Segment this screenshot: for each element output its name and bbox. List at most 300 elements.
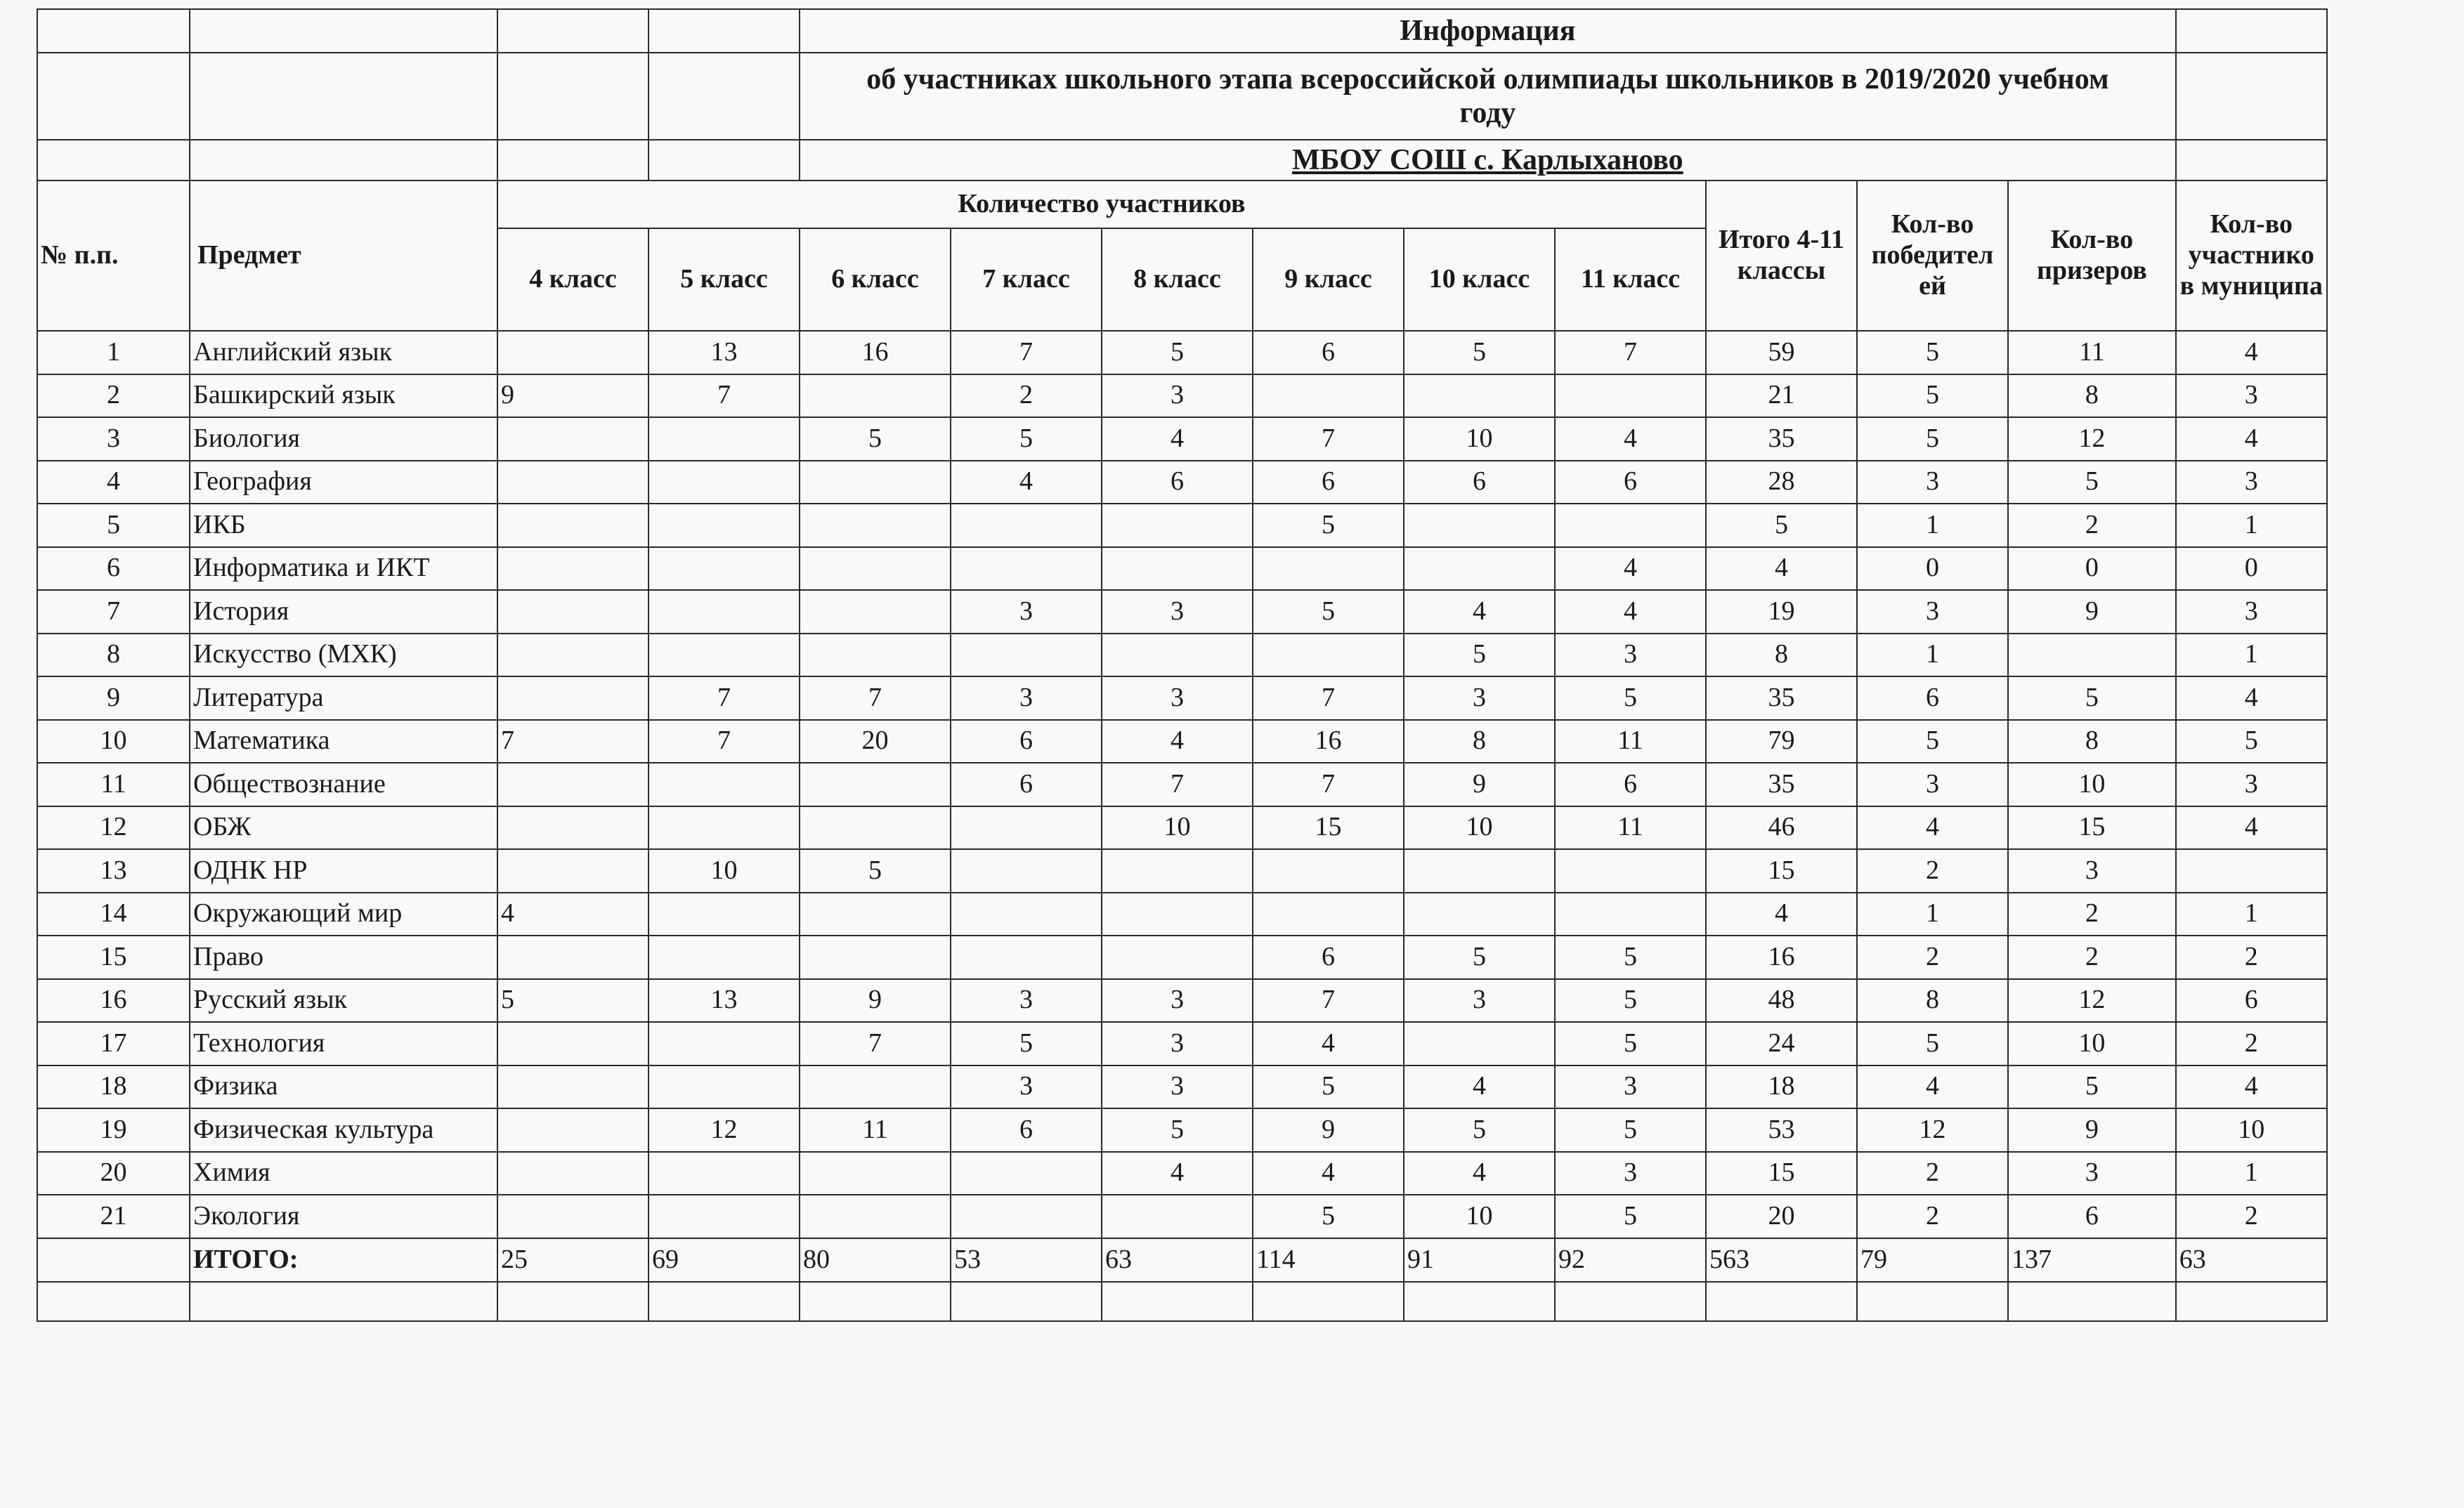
table-row	[37, 331, 2327, 374]
subject-name: География	[190, 461, 497, 504]
cell-g5: 10	[648, 849, 800, 893]
row-number: 12	[37, 806, 190, 850]
cell-g9: 6	[1253, 936, 1404, 979]
cell-g11: 3	[1555, 634, 1706, 677]
cell-mun: 0	[2176, 547, 2327, 591]
cell-g7: 3	[951, 590, 1102, 634]
cell-g6	[800, 504, 951, 547]
cell-prize: 2	[2008, 893, 2176, 936]
cell-g6	[800, 763, 951, 806]
cell-g5	[648, 461, 800, 504]
cell-prize: 10	[2008, 763, 2176, 806]
column-header-participants: Количество участников	[497, 181, 1706, 228]
cell-g9	[1253, 547, 1404, 591]
cell-win: 2	[1857, 1195, 2008, 1238]
cell-g9: 5	[1253, 504, 1404, 547]
totals-cell: 137	[2008, 1238, 2176, 1282]
column-header-grade-4: 4 класс	[497, 228, 648, 331]
row-number: 20	[37, 1152, 190, 1195]
cell-total: 8	[1706, 634, 1857, 677]
cell-g7	[951, 547, 1102, 591]
cell-win: 2	[1857, 849, 2008, 893]
cell-g6: 5	[800, 849, 951, 893]
cell-prize: 9	[2008, 590, 2176, 634]
table-row	[37, 893, 2327, 936]
cell-total: 4	[1706, 893, 1857, 936]
cell-win: 1	[1857, 893, 2008, 936]
cell-g5: 7	[648, 676, 800, 720]
cell-g9: 5	[1253, 1066, 1404, 1109]
cell-g6	[800, 1152, 951, 1195]
totals-cell: 53	[951, 1238, 1102, 1282]
column-header-grade-11: 11 класс	[1555, 228, 1706, 331]
cell-g4	[497, 1195, 648, 1238]
cell-mun: 1	[2176, 634, 2327, 677]
cell-g10: 10	[1404, 417, 1555, 461]
cell-g5: 7	[648, 720, 800, 763]
cell-g9	[1253, 893, 1404, 936]
table-row	[37, 634, 2327, 677]
row-number: 8	[37, 634, 190, 677]
cell-g10: 3	[1404, 979, 1555, 1023]
subject-name: Русский язык	[190, 979, 497, 1023]
cell-g4	[497, 331, 648, 374]
cell-g11	[1555, 374, 1706, 418]
cell-g9: 16	[1253, 720, 1404, 763]
cell-total: 79	[1706, 720, 1857, 763]
cell-g9: 9	[1253, 1108, 1404, 1152]
cell-g10: 4	[1404, 1152, 1555, 1195]
cell-g4	[497, 1152, 648, 1195]
totals-cell: 69	[648, 1238, 800, 1282]
cell-g7	[951, 504, 1102, 547]
cell-g7: 3	[951, 676, 1102, 720]
row-number: 2	[37, 374, 190, 418]
cell-g10: 5	[1404, 634, 1555, 677]
cell-mun: 2	[2176, 1195, 2327, 1238]
row-number: 4	[37, 461, 190, 504]
cell-g7	[951, 936, 1102, 979]
row-number: 10	[37, 720, 190, 763]
cell-mun: 3	[2176, 590, 2327, 634]
cell-g10: 4	[1404, 1066, 1555, 1109]
cell-g6: 16	[800, 331, 951, 374]
table-row	[37, 763, 2327, 806]
cell-g10: 5	[1404, 331, 1555, 374]
totals-cell: 563	[1706, 1238, 1857, 1282]
cell-prize: 3	[2008, 1152, 2176, 1195]
cell-g8: 10	[1102, 806, 1253, 850]
cell-g8: 3	[1102, 590, 1253, 634]
subject-name: Право	[190, 936, 497, 979]
cell-mun: 3	[2176, 374, 2327, 418]
row-number: 18	[37, 1066, 190, 1109]
cell-g7: 6	[951, 1108, 1102, 1152]
cell-mun: 5	[2176, 720, 2327, 763]
subject-name: Физика	[190, 1066, 497, 1109]
cell-g8: 3	[1102, 1022, 1253, 1066]
table-row	[37, 547, 2327, 591]
cell-total: 24	[1706, 1022, 1857, 1066]
cell-g6: 9	[800, 979, 951, 1023]
cell-g8: 5	[1102, 1108, 1253, 1152]
cell-g9: 7	[1253, 417, 1404, 461]
cell-mun: 3	[2176, 763, 2327, 806]
totals-row	[37, 1238, 2327, 1282]
cell-g10: 10	[1404, 1195, 1555, 1238]
cell-win: 5	[1857, 1022, 2008, 1066]
cell-mun: 4	[2176, 676, 2327, 720]
subject-name: Технология	[190, 1022, 497, 1066]
cell-g10: 9	[1404, 763, 1555, 806]
cell-total: 21	[1706, 374, 1857, 418]
cell-win: 5	[1857, 331, 2008, 374]
cell-g7: 6	[951, 763, 1102, 806]
cell-g5	[648, 1195, 800, 1238]
cell-g7	[951, 893, 1102, 936]
column-header-grade-10: 10 класс	[1404, 228, 1555, 331]
cell-g5	[648, 547, 800, 591]
cell-g5	[648, 806, 800, 850]
cell-total: 20	[1706, 1195, 1857, 1238]
cell-total: 16	[1706, 936, 1857, 979]
cell-g8: 4	[1102, 1152, 1253, 1195]
cell-g5	[648, 504, 800, 547]
document-title: Информация	[800, 9, 2176, 53]
cell-g9: 15	[1253, 806, 1404, 850]
cell-g10: 8	[1404, 720, 1555, 763]
cell-g4: 7	[497, 720, 648, 763]
cell-g10: 10	[1404, 806, 1555, 850]
subject-name: Химия	[190, 1152, 497, 1195]
cell-g8: 3	[1102, 374, 1253, 418]
table-row	[37, 849, 2327, 893]
totals-cell: 92	[1555, 1238, 1706, 1282]
cell-g11: 4	[1555, 590, 1706, 634]
cell-g10	[1404, 849, 1555, 893]
cell-g6: 7	[800, 1022, 951, 1066]
cell-g11: 5	[1555, 1108, 1706, 1152]
cell-prize: 10	[2008, 1022, 2176, 1066]
totals-cell: 79	[1857, 1238, 2008, 1282]
cell-prize: 5	[2008, 676, 2176, 720]
cell-win: 6	[1857, 676, 2008, 720]
cell-win: 4	[1857, 806, 2008, 850]
cell-g9	[1253, 374, 1404, 418]
cell-g5	[648, 936, 800, 979]
column-header-subject: Предмет	[190, 181, 497, 331]
cell-total: 18	[1706, 1066, 1857, 1109]
cell-g4	[497, 806, 648, 850]
row-number: 7	[37, 590, 190, 634]
column-header-grade-8: 8 класс	[1102, 228, 1253, 331]
cell-win: 3	[1857, 590, 2008, 634]
row-number: 6	[37, 547, 190, 591]
cell-g8	[1102, 547, 1253, 591]
cell-g6	[800, 374, 951, 418]
cell-g5	[648, 634, 800, 677]
cell-total: 53	[1706, 1108, 1857, 1152]
totals-cell: 91	[1404, 1238, 1555, 1282]
cell-g4	[497, 676, 648, 720]
cell-g7: 3	[951, 1066, 1102, 1109]
cell-total: 35	[1706, 417, 1857, 461]
table-row	[37, 806, 2327, 850]
cell-g4: 4	[497, 893, 648, 936]
table-row	[37, 461, 2327, 504]
cell-g7: 2	[951, 374, 1102, 418]
table-row	[37, 1022, 2327, 1066]
cell-g11: 11	[1555, 806, 1706, 850]
cell-prize: 5	[2008, 461, 2176, 504]
subject-name: Английский язык	[190, 331, 497, 374]
cell-g7	[951, 849, 1102, 893]
row-number: 16	[37, 979, 190, 1023]
subject-name: Башкирский язык	[190, 374, 497, 418]
cell-g9: 4	[1253, 1152, 1404, 1195]
subject-name: ОБЖ	[190, 806, 497, 850]
cell-mun: 3	[2176, 461, 2327, 504]
cell-g4	[497, 547, 648, 591]
cell-prize: 15	[2008, 806, 2176, 850]
cell-win: 2	[1857, 936, 2008, 979]
table-row	[37, 676, 2327, 720]
subject-name: Физическая культура	[190, 1108, 497, 1152]
cell-g7: 7	[951, 331, 1102, 374]
cell-prize: 2	[2008, 504, 2176, 547]
cell-total: 46	[1706, 806, 1857, 850]
cell-g5	[648, 1066, 800, 1109]
row-number: 1	[37, 331, 190, 374]
cell-g4: 5	[497, 979, 648, 1023]
cell-g8	[1102, 893, 1253, 936]
table-row	[37, 1195, 2327, 1238]
cell-g11: 3	[1555, 1152, 1706, 1195]
subject-name: Экология	[190, 1195, 497, 1238]
cell-g11: 5	[1555, 1022, 1706, 1066]
cell-g7: 6	[951, 720, 1102, 763]
row-number: 21	[37, 1195, 190, 1238]
cell-g4	[497, 936, 648, 979]
totals-cell: 63	[2176, 1238, 2327, 1282]
totals-cell: 80	[800, 1238, 951, 1282]
cell-mun: 10	[2176, 1108, 2327, 1152]
cell-g5	[648, 590, 800, 634]
totals-label: ИТОГО:	[190, 1238, 497, 1282]
cell-prize: 9	[2008, 1108, 2176, 1152]
cell-g9: 7	[1253, 763, 1404, 806]
cell-g11	[1555, 893, 1706, 936]
row-number: 9	[37, 676, 190, 720]
document-subtitle: об участниках школьного этапа всероссийской олимпиады школьников в 2019/2020 учебном году	[800, 53, 2176, 140]
cell-g11: 5	[1555, 1195, 1706, 1238]
cell-g7	[951, 1152, 1102, 1195]
cell-g8: 4	[1102, 720, 1253, 763]
cell-g7: 3	[951, 979, 1102, 1023]
cell-prize: 5	[2008, 1066, 2176, 1109]
cell-g10: 5	[1404, 1108, 1555, 1152]
cell-total: 15	[1706, 1152, 1857, 1195]
subject-name: Литература	[190, 676, 497, 720]
cell-g6	[800, 590, 951, 634]
cell-mun: 2	[2176, 936, 2327, 979]
cell-mun: 4	[2176, 331, 2327, 374]
cell-g8	[1102, 849, 1253, 893]
row-number: 14	[37, 893, 190, 936]
cell-g11: 3	[1555, 1066, 1706, 1109]
cell-mun: 6	[2176, 979, 2327, 1023]
cell-g11: 6	[1555, 763, 1706, 806]
cell-g11: 5	[1555, 676, 1706, 720]
column-header-prizewinners: Кол-во призеров	[2008, 181, 2176, 331]
subject-name: Обществознание	[190, 763, 497, 806]
cell-g8	[1102, 504, 1253, 547]
cell-g7: 4	[951, 461, 1102, 504]
cell-total: 28	[1706, 461, 1857, 504]
cell-win: 2	[1857, 1152, 2008, 1195]
column-header-winners: Кол-во победител ей	[1857, 181, 2008, 331]
cell-win: 0	[1857, 547, 2008, 591]
subject-name: История	[190, 590, 497, 634]
cell-g5	[648, 417, 800, 461]
cell-win: 12	[1857, 1108, 2008, 1152]
cell-g11: 4	[1555, 417, 1706, 461]
cell-g10: 3	[1404, 676, 1555, 720]
school-name: МБОУ СОШ с. Карлыханово	[800, 140, 2176, 181]
table-row	[37, 1066, 2327, 1109]
cell-mun: 1	[2176, 893, 2327, 936]
cell-g8	[1102, 634, 1253, 677]
cell-g10	[1404, 374, 1555, 418]
cell-g9: 6	[1253, 461, 1404, 504]
cell-g9: 5	[1253, 1195, 1404, 1238]
cell-win: 3	[1857, 461, 2008, 504]
column-header-grade-6: 6 класс	[800, 228, 951, 331]
cell-total: 5	[1706, 504, 1857, 547]
cell-g6: 5	[800, 417, 951, 461]
cell-g4	[497, 1066, 648, 1109]
cell-g9	[1253, 634, 1404, 677]
column-header-grade-5: 5 класс	[648, 228, 800, 331]
table-row	[37, 1152, 2327, 1195]
cell-g9: 4	[1253, 1022, 1404, 1066]
row-number: 17	[37, 1022, 190, 1066]
cell-g10	[1404, 504, 1555, 547]
subject-name: Искусство (МХК)	[190, 634, 497, 677]
cell-g6	[800, 1195, 951, 1238]
cell-g11: 7	[1555, 331, 1706, 374]
subject-name: ОДНК НР	[190, 849, 497, 893]
cell-mun	[2176, 849, 2327, 893]
cell-win: 1	[1857, 504, 2008, 547]
cell-win: 4	[1857, 1066, 2008, 1109]
cell-g11: 6	[1555, 461, 1706, 504]
cell-prize: 12	[2008, 979, 2176, 1023]
cell-g7	[951, 634, 1102, 677]
subject-name: ИКБ	[190, 504, 497, 547]
column-header-total: Итого 4-11 классы	[1706, 181, 1857, 331]
row-number: 13	[37, 849, 190, 893]
cell-win: 5	[1857, 720, 2008, 763]
row-number: 11	[37, 763, 190, 806]
cell-g4	[497, 763, 648, 806]
cell-g9	[1253, 849, 1404, 893]
cell-mun: 1	[2176, 1152, 2327, 1195]
cell-win: 1	[1857, 634, 2008, 677]
cell-g7: 5	[951, 417, 1102, 461]
cell-g10	[1404, 547, 1555, 591]
cell-total: 48	[1706, 979, 1857, 1023]
column-header-municipal: Кол-во участнико в муниципа	[2176, 181, 2327, 331]
cell-prize: 11	[2008, 331, 2176, 374]
cell-prize: 2	[2008, 936, 2176, 979]
cell-g8: 4	[1102, 417, 1253, 461]
cell-mun: 4	[2176, 806, 2327, 850]
row-number: 15	[37, 936, 190, 979]
cell-g5	[648, 1152, 800, 1195]
cell-g5	[648, 893, 800, 936]
cell-g6	[800, 461, 951, 504]
empty-row	[37, 1282, 2327, 1321]
table-row	[37, 979, 2327, 1023]
row-number: 19	[37, 1108, 190, 1152]
cell-g8: 7	[1102, 763, 1253, 806]
cell-g10	[1404, 1022, 1555, 1066]
cell-g9: 5	[1253, 590, 1404, 634]
cell-g6: 11	[800, 1108, 951, 1152]
column-header-number: № п.п.	[37, 181, 190, 331]
table-row	[37, 720, 2327, 763]
table-row	[37, 1108, 2327, 1152]
cell-g4: 9	[497, 374, 648, 418]
cell-g6	[800, 893, 951, 936]
cell-g10	[1404, 893, 1555, 936]
cell-win: 5	[1857, 374, 2008, 418]
totals-cell: 25	[497, 1238, 648, 1282]
table-row	[37, 936, 2327, 979]
cell-g6	[800, 1066, 951, 1109]
cell-g5	[648, 763, 800, 806]
totals-cell: 114	[1253, 1238, 1404, 1282]
cell-g6	[800, 547, 951, 591]
cell-g4	[497, 849, 648, 893]
totals-cell: 63	[1102, 1238, 1253, 1282]
cell-g8: 3	[1102, 979, 1253, 1023]
subject-name: Биология	[190, 417, 497, 461]
cell-g4	[497, 461, 648, 504]
row-number: 5	[37, 504, 190, 547]
table-row	[37, 417, 2327, 461]
olympiad-participants-table	[37, 8, 2328, 1322]
cell-total: 19	[1706, 590, 1857, 634]
cell-win: 8	[1857, 979, 2008, 1023]
cell-mun: 2	[2176, 1022, 2327, 1066]
cell-g8: 6	[1102, 461, 1253, 504]
cell-g8: 5	[1102, 331, 1253, 374]
subject-name: Окружающий мир	[190, 893, 497, 936]
cell-g6	[800, 806, 951, 850]
cell-g6	[800, 634, 951, 677]
cell-g8	[1102, 936, 1253, 979]
cell-g5	[648, 1022, 800, 1066]
cell-prize	[2008, 634, 2176, 677]
cell-g11: 5	[1555, 936, 1706, 979]
cell-g4	[497, 417, 648, 461]
cell-g11: 5	[1555, 979, 1706, 1023]
cell-prize: 12	[2008, 417, 2176, 461]
table-row	[37, 374, 2327, 418]
cell-total: 59	[1706, 331, 1857, 374]
